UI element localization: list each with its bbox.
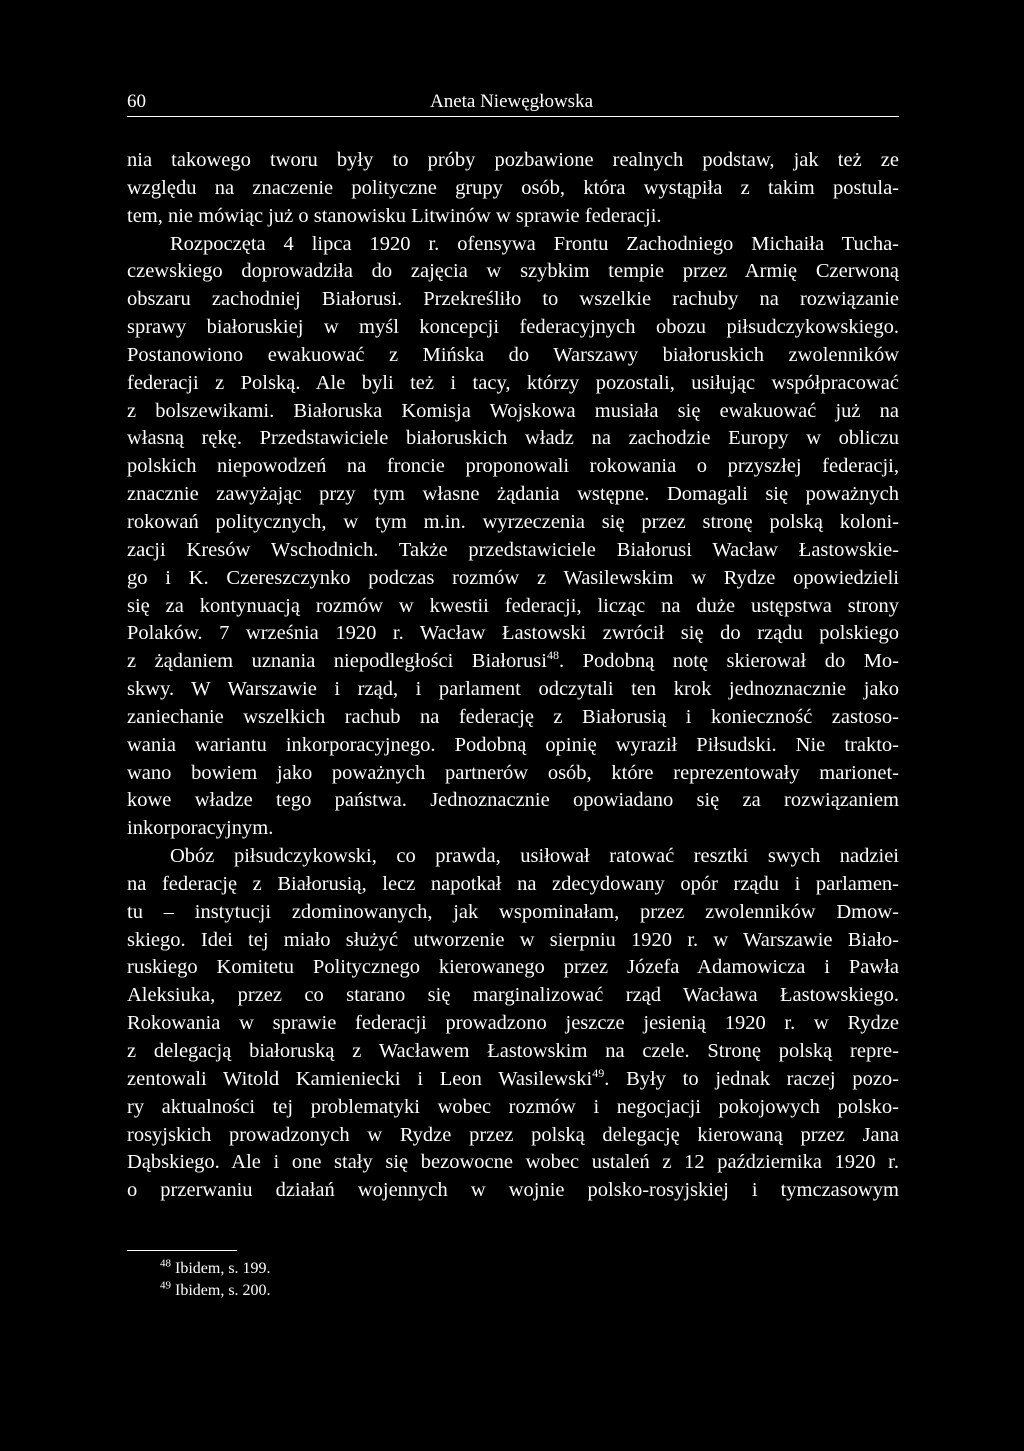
text-line: Rozpoczęta 4 lipca 1920 r. ofensywa Frontu Zachodniego Michaiła Tucha- bbox=[170, 232, 899, 255]
text-line: skiego. Idei tej miało służyć utworzenie w sierpniu 1920 r. w Warszawie Biało- bbox=[127, 928, 899, 951]
text-line: kowe władze tego państwa. Jednoznacznie opowiadano się za rozwiązaniem bbox=[127, 789, 899, 812]
text-line: względu na znaczenie polityczne grupy osób, która wystąpiła z takim postula- bbox=[127, 176, 899, 199]
text-line: własną rękę. Przedstawiciele białoruskich władz na zachodzie Europy w obliczu bbox=[127, 427, 899, 450]
text-line: Aleksiuka, przez co starano się marginalizować rząd Wacława Łastowskiego. bbox=[127, 984, 899, 1007]
footnote-text: Ibidem, s. 199. bbox=[175, 1260, 271, 1277]
text-line: go i K. Czereszczynko podczas rozmów z Wasilewskim w Rydze opowiedzieli bbox=[127, 566, 899, 589]
footnote-49 bbox=[160, 1280, 271, 1302]
text-line: tu – instytucji zdominowanych, jak wspominałam, przez zwolenników Dmow- bbox=[127, 900, 899, 923]
text-line: ruskiego Komitetu Politycznego kierowanego przez Józefa Adamowicza i Pawła bbox=[127, 956, 899, 979]
text-line: sprawy białoruskiej w myśl koncepcji federacyjnych obozu piłsudczykowskiego. bbox=[127, 316, 899, 339]
text-line: czewskiego doprowadziła do zajęcia w szybkim tempie przez Armię Czerwoną bbox=[127, 260, 899, 283]
footnote-48 bbox=[160, 1258, 271, 1280]
page-number: 60 bbox=[127, 91, 146, 112]
text-segment: . Podobną notę skierował do Mo- bbox=[558, 650, 899, 673]
text-line: zaniechanie wszelkich rachub na federację z Białorusią i konieczność zastoso- bbox=[127, 705, 899, 728]
body-text bbox=[127, 147, 899, 1205]
text-line: rokowań politycznych, w tym m.in. wyrzeczenia się przez stronę polską koloni- bbox=[127, 510, 899, 533]
running-head: Aneta Niewęgłowska bbox=[429, 91, 593, 112]
text-line: rosyjskich prowadzonych w Rydze przez polską delegację kierowaną przez Jana bbox=[127, 1123, 899, 1146]
text-line: z delegacją białoruską z Wacławem Łastowskim na czele. Stronę polską repre- bbox=[127, 1040, 899, 1062]
text-line: na federację z Białorusią, lecz napotkał na zdecydowany opór rządu i parlamen- bbox=[127, 872, 899, 895]
text-line: ry aktualności tej problematyki wobec rozmów i negocjacji pokojowych polsko- bbox=[127, 1095, 899, 1118]
text-line: się za kontynuacją rozmów w kwestii federacji, licząc na duże ustępstwa strony bbox=[127, 594, 899, 617]
text-line: obszaru zachodniej Białorusi. Przekreśliło to wszelkie rachuby na rozwiązanie bbox=[127, 288, 899, 311]
text-line: Polaków. 7 września 1920 r. Wacław Łastowski zwrócił się do rządu polskiego bbox=[127, 622, 899, 645]
text-line: o przerwaniu działań wojennych w wojnie polsko-rosyjskiej i tymczasowym bbox=[127, 1179, 899, 1202]
text-line: nia takowego tworu były to próby pozbawione realnych podstaw, jak też ze bbox=[127, 149, 899, 171]
text-line bbox=[127, 1066, 899, 1094]
text-line: wano bowiem jako poważnych partnerów osób, które reprezentowały marionet- bbox=[127, 761, 899, 784]
text-line: Obóz piłsudczykowski, co prawda, usiłował ratować resztki swych nadziei bbox=[170, 845, 899, 868]
text-line: tem, nie mówiąc już o stanowisku Litwinów w sprawie federacji. bbox=[127, 204, 662, 227]
text-line: skwy. W Warszawie i rząd, i parlament odczytali ten krok jednoznacznie jako bbox=[127, 678, 899, 701]
text-line: Rokowania w sprawie federacji prowadzono jeszcze jesienią 1920 r. w Rydze bbox=[127, 1012, 899, 1035]
footnote-number: 48 bbox=[160, 1257, 171, 1270]
text-line: znacznie zawyżając przy tym własne żądania wstępne. Domagali się poważnych bbox=[127, 483, 899, 506]
text-line: Postanowiono ewakuować z Mińska do Warszawy białoruskich zwolenników bbox=[127, 343, 899, 366]
footnotes bbox=[160, 1258, 271, 1302]
text-line: z bolszewikami. Białoruska Komisja Wojskowa musiała się ewakuować już na bbox=[127, 399, 899, 422]
text-line bbox=[127, 648, 899, 676]
page-header bbox=[127, 88, 899, 117]
text-segment: zentowali Witold Kamieniecki i Leon Wasilewski bbox=[127, 1067, 593, 1090]
footnote-text: Ibidem, s. 200. bbox=[175, 1282, 271, 1299]
text-segment: z żądaniem uznania niepodległości Białorusi bbox=[127, 650, 547, 673]
footnote-ref-48[interactable]: 48 bbox=[546, 648, 559, 663]
text-line: inkorporacyjnym. bbox=[127, 817, 274, 840]
text-line: polskich niepowodzeń na froncie proponowali rokowania o przyszłej federacji, bbox=[127, 455, 899, 478]
text-segment: . Były to jednak raczej pozo- bbox=[604, 1067, 899, 1090]
text-line: zacji Kresów Wschodnich. Także przedstawiciele Białorusi Wacław Łastowskie- bbox=[127, 538, 899, 561]
footnote-ref-49[interactable]: 49 bbox=[592, 1066, 605, 1081]
text-line: wania wariantu inkorporacyjnego. Podobną opinię wyraził Piłsudski. Nie trakto- bbox=[127, 733, 899, 756]
footnote-number: 49 bbox=[160, 1279, 171, 1292]
text-line: Dąbskiego. Ale i one stały się bezowocne wobec ustaleń z 12 października 1920 r. bbox=[127, 1151, 899, 1174]
text-line: federacji z Polską. Ale byli też i tacy, którzy pozostali, usiłując współpracować bbox=[127, 371, 899, 394]
footnote-divider bbox=[127, 1250, 237, 1251]
